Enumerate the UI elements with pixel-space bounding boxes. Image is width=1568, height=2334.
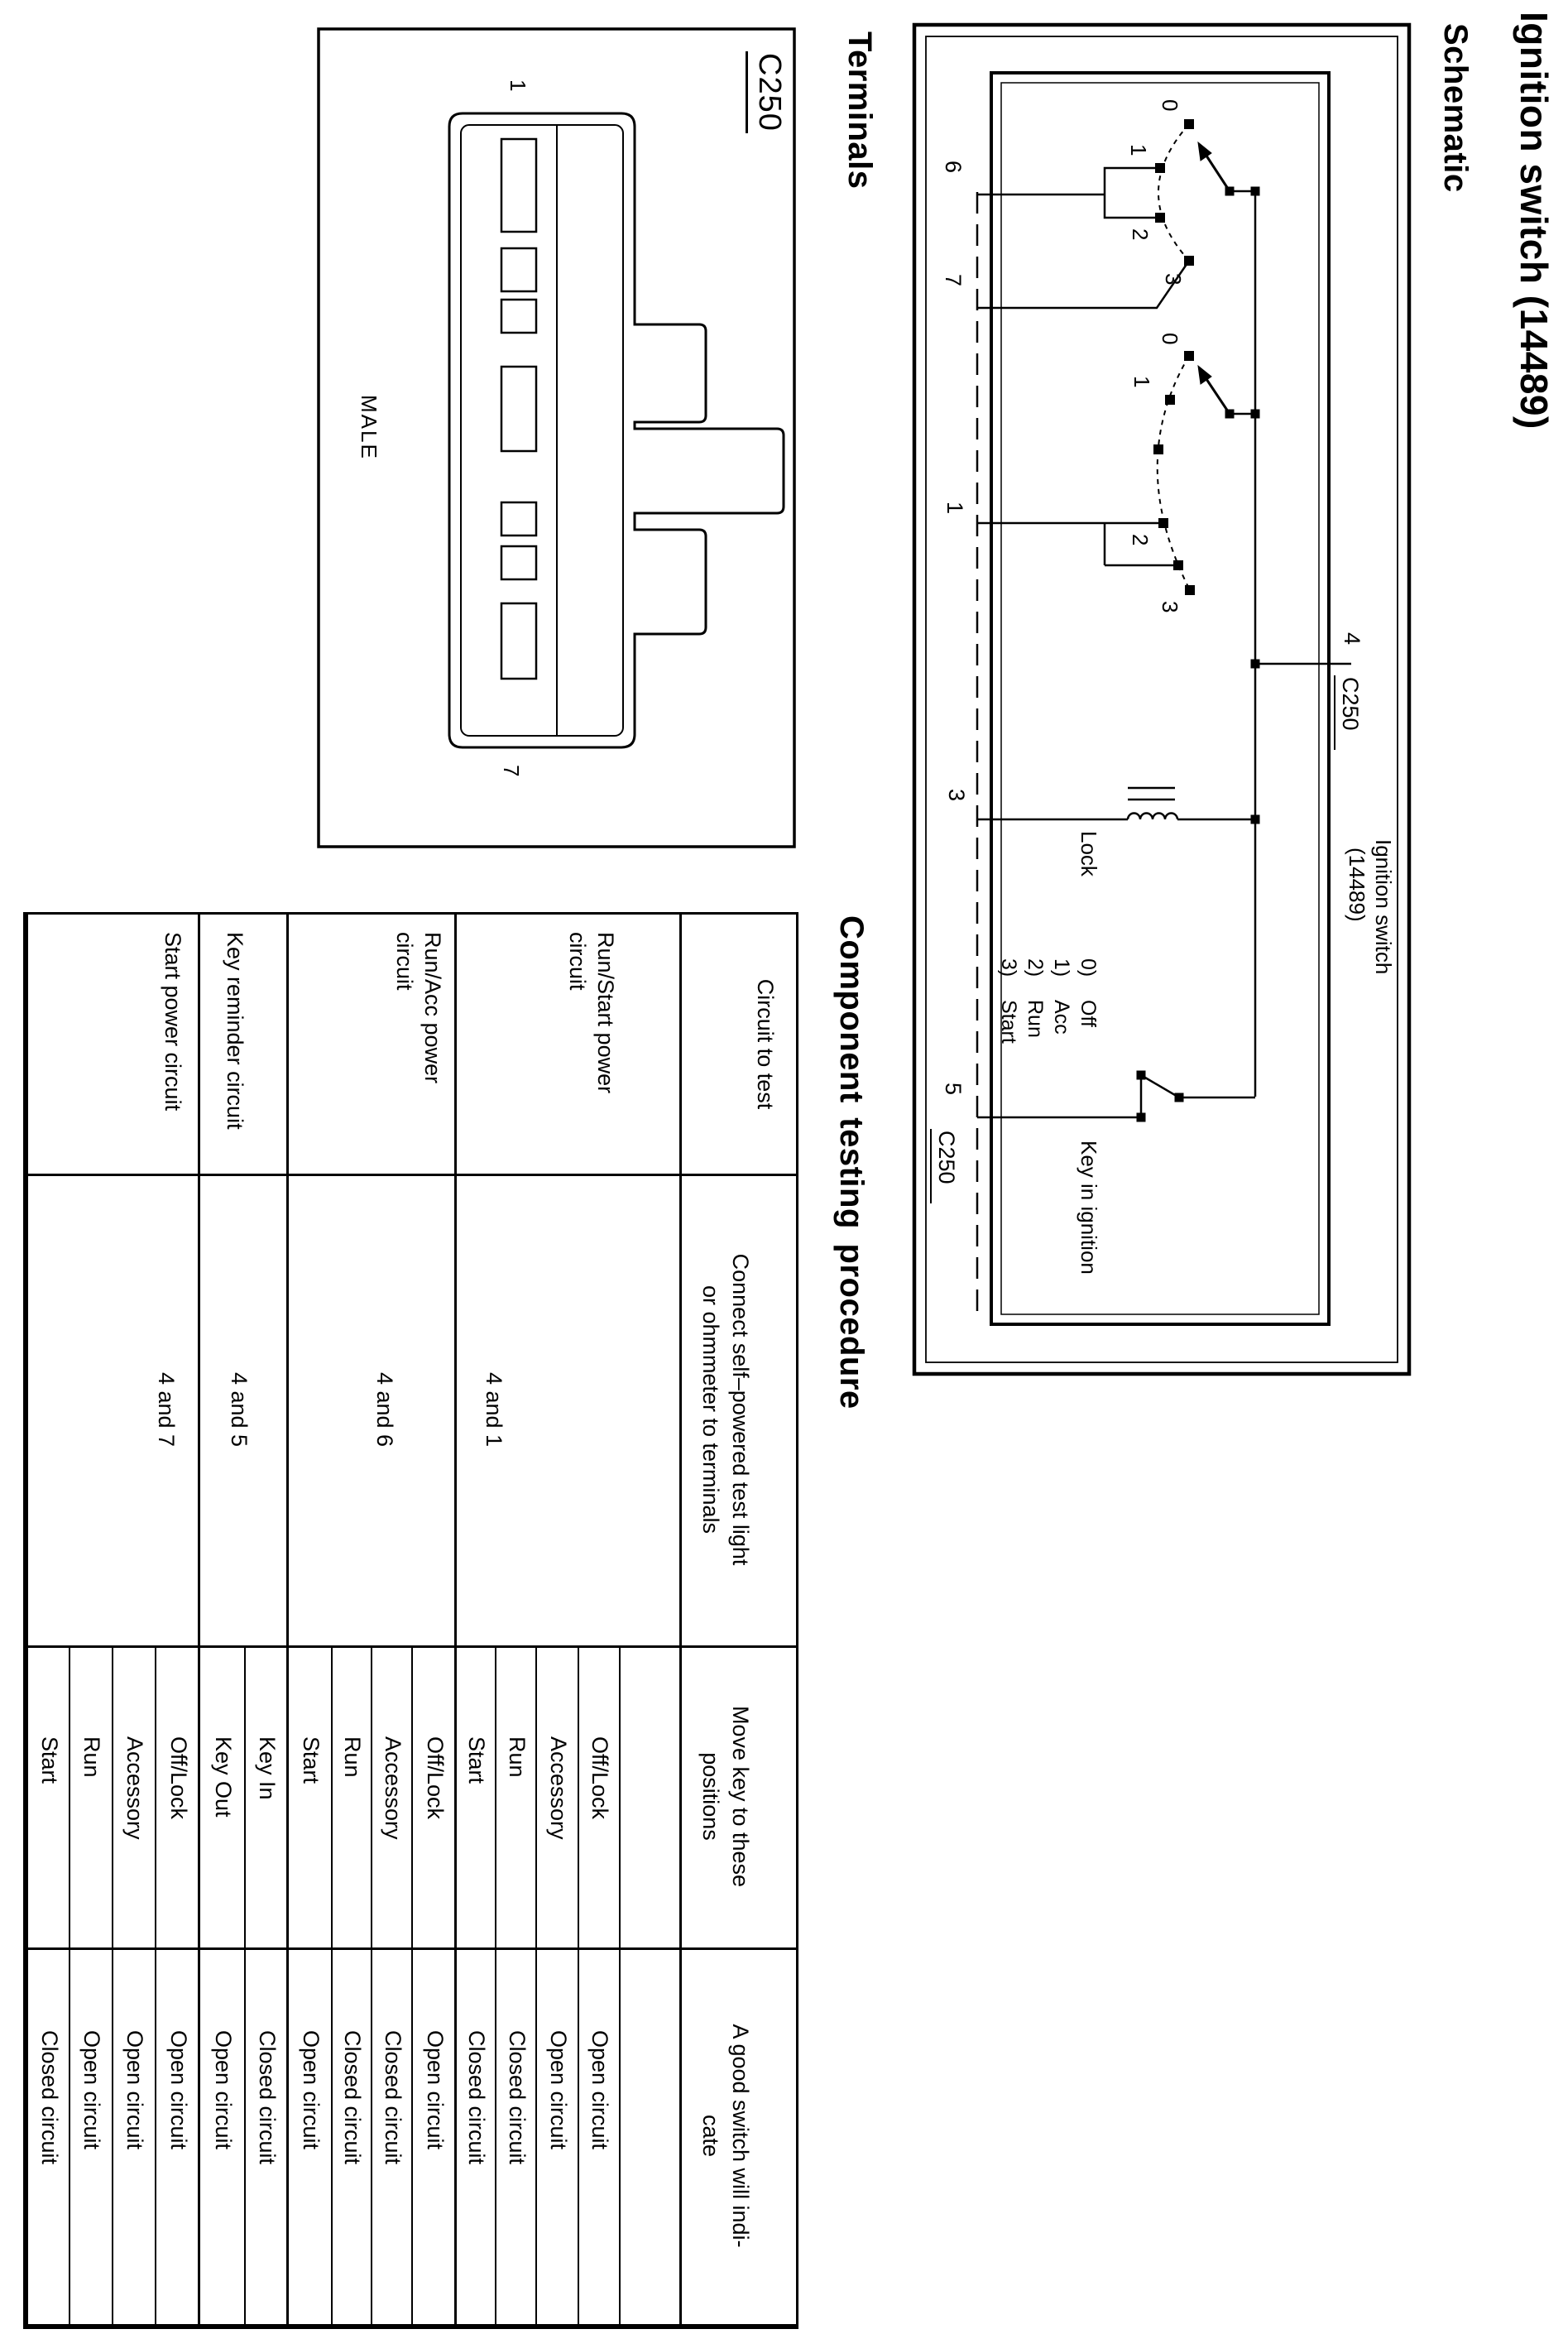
key-position: Key Out — [211, 1736, 236, 1818]
terminal4-number: 4 — [1340, 632, 1364, 646]
test-result: Open circuit — [166, 2030, 191, 2150]
col-header-positions-line1: Move key to these — [728, 1705, 753, 1888]
key-position: Off/Lock — [166, 1736, 191, 1820]
junction-dots — [1137, 119, 1260, 1122]
testing-heading: Component testing procedure — [833, 915, 870, 1410]
terminal1-number: 1 — [942, 502, 967, 515]
legend-1-label: Acc — [1050, 1000, 1073, 1035]
col-header-indicate-line2: cate — [698, 2114, 723, 2158]
test-result: Open circuit — [299, 2030, 324, 2150]
test-result: Open circuit — [122, 2030, 147, 2150]
key-position: Run — [340, 1736, 365, 1778]
test-result: Open circuit — [546, 2030, 571, 2150]
lock-coil-core-bars — [1128, 788, 1175, 800]
lock-label: Lock — [1077, 831, 1101, 876]
circuit-name: Run/Start power — [593, 932, 618, 1094]
legend-1-num: 1) — [1050, 958, 1073, 977]
component-name-line2: (14489) — [1345, 848, 1369, 922]
col-header-circuit: Circuit to test — [753, 978, 778, 1110]
switch-a-pos-3-label: 3 — [1161, 273, 1186, 286]
terminal3-number: 3 — [944, 789, 969, 802]
switch-a-pos-0-label: 0 — [1158, 99, 1182, 112]
circuit-name: circuit — [565, 932, 590, 991]
test-result: Open circuit — [79, 2030, 104, 2150]
circuit-name: Start power circuit — [161, 932, 185, 1112]
terminal5-number: 5 — [941, 1083, 966, 1096]
key-position: Accessory — [381, 1736, 405, 1840]
legend-0-label: Off — [1077, 1000, 1100, 1027]
terminals-figure — [244, 0, 823, 910]
connector-pin1-label: 1 — [506, 79, 530, 92]
switch-a-arc — [1158, 124, 1189, 261]
legend-0-num: 0) — [1077, 958, 1100, 977]
switch-a-pos-1-label: 1 — [1126, 144, 1151, 156]
schematic-figure — [906, 0, 1568, 1407]
test-result: Closed circuit — [255, 2030, 280, 2165]
switch-b-pos-3-label: 3 — [1158, 601, 1182, 613]
terminal-pair: 4 and 5 — [227, 1371, 252, 1448]
test-result: Closed circuit — [505, 2030, 530, 2165]
legend-2-label: Run — [1024, 1000, 1047, 1038]
col-header-connect-line2: or ohmmeter to terminals — [698, 1285, 723, 1534]
lock-coil-icon — [1128, 814, 1177, 820]
test-result: Open circuit — [587, 2030, 612, 2150]
legend-3-label: Start — [997, 1000, 1020, 1044]
schematic-frame-inner — [926, 36, 1398, 1362]
key-switch-blade — [1141, 1075, 1255, 1097]
table-header-border — [679, 915, 682, 2324]
connector-inner-outline — [461, 125, 623, 736]
page-title: Ignition switch (14489) — [1513, 12, 1556, 430]
key-position: Key In — [255, 1736, 280, 1800]
key-position: Start — [464, 1736, 489, 1784]
key-position: Accessory — [122, 1736, 147, 1840]
connector-outline — [449, 113, 784, 747]
terminal-pair: 4 and 7 — [154, 1371, 179, 1448]
circuit-name: Run/Acc power — [420, 932, 445, 1084]
col-header-indicate-line1: A good switch will indi- — [728, 2024, 753, 2248]
key-position: Start — [299, 1736, 324, 1784]
terminal-pair: 4 and 6 — [372, 1371, 397, 1448]
connector-pin7-label: 7 — [499, 765, 524, 777]
component-name-line1: Ignition switch — [1371, 839, 1396, 975]
switch-b-pos-1-label: 1 — [1129, 376, 1154, 388]
circuit-name: circuit — [392, 932, 417, 991]
schematic-heading: Schematic — [1437, 23, 1474, 193]
key-position: Off/Lock — [587, 1736, 612, 1820]
terminal-pair: 4 and 1 — [482, 1371, 506, 1448]
switch-a-wiper — [1203, 151, 1230, 191]
legend-2-num: 2) — [1024, 958, 1047, 977]
key-in-ignition-label: Key in ignition — [1077, 1141, 1101, 1275]
terminals-heading: Terminals — [842, 31, 878, 190]
switch-a-pos-2-label: 2 — [1128, 228, 1153, 241]
switch-b-pos-2-label: 2 — [1128, 534, 1153, 546]
col-header-positions-line2: positions — [698, 1752, 723, 1841]
test-result: Closed circuit — [464, 2030, 489, 2165]
legend-3-num: 3) — [997, 958, 1020, 977]
test-result: Open circuit — [423, 2030, 448, 2150]
ignition-switch-box — [991, 73, 1329, 1324]
test-result: Closed circuit — [381, 2030, 405, 2165]
test-result: Closed circuit — [340, 2030, 365, 2165]
connector-gender-label: MALE — [357, 395, 381, 460]
test-result: Open circuit — [211, 2030, 236, 2150]
connector-pin-slots — [501, 139, 536, 679]
terminal7-wire — [977, 261, 1189, 308]
terminal6-number: 6 — [941, 161, 966, 174]
switch-b-arc — [1158, 356, 1190, 590]
switch-a-wiper-arrow-icon — [1198, 142, 1211, 161]
test-result: Closed circuit — [37, 2030, 62, 2165]
switch-b-pos-0-label: 0 — [1158, 333, 1182, 345]
col-header-connect-line1: Connect self–powered test light — [728, 1253, 753, 1566]
terminal5-connector-label: C250 — [934, 1131, 959, 1184]
key-position: Off/Lock — [423, 1736, 448, 1820]
switch-a-strap — [1105, 168, 1160, 218]
key-position: Accessory — [546, 1736, 571, 1840]
key-position: Start — [37, 1736, 62, 1784]
key-position: Run — [79, 1736, 104, 1778]
testing-table — [23, 912, 798, 2329]
terminal7-number: 7 — [941, 274, 966, 287]
key-position: Run — [505, 1736, 530, 1778]
terminal4-connector-label: C250 — [1338, 677, 1363, 731]
ignition-switch-box-inner — [1001, 83, 1319, 1314]
terminals-connector-id: C250 — [746, 51, 787, 133]
circuit-name: Key reminder circuit — [223, 932, 247, 1130]
